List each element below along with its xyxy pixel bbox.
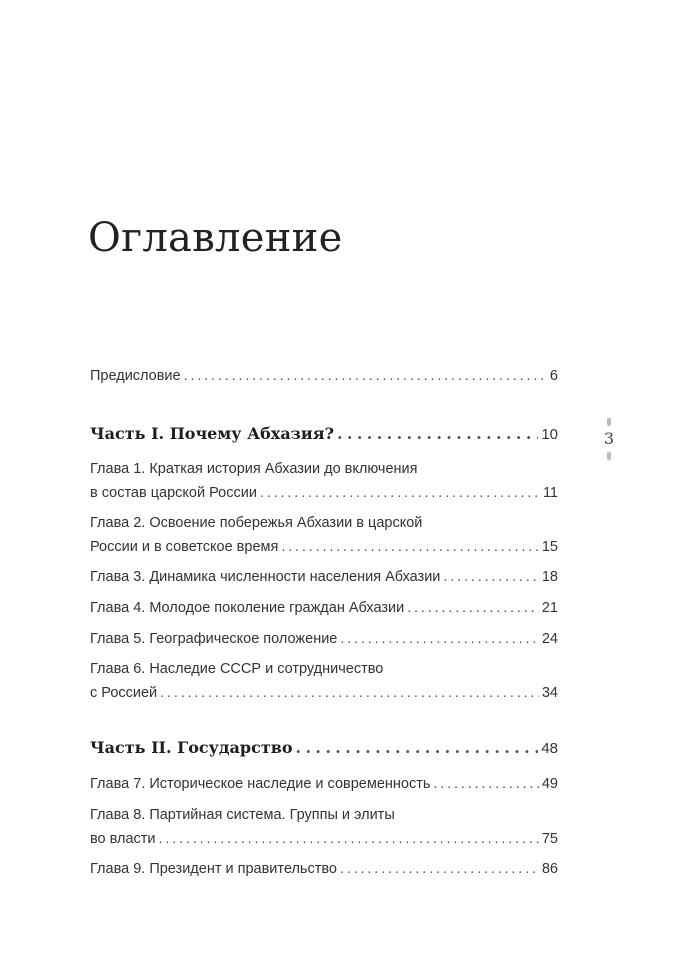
toc-entry-title: Глава 3. Динамика численности населения Абхазии	[90, 569, 441, 585]
dot-leader	[340, 857, 539, 881]
toc-part-title: Часть I. Почему Абхазия?	[90, 424, 334, 443]
toc-entry-chapter-9[interactable]	[90, 857, 558, 881]
toc-page-number: 86	[541, 861, 558, 877]
toc-entry-title: Предисловие	[90, 368, 181, 384]
toc-entry-chapter-8[interactable]	[90, 803, 558, 851]
toc-entry-title-line1: Глава 2. Освоение побережья Абхазии в царской	[90, 515, 423, 531]
toc-entry-title-line1: Глава 8. Партийная система. Группы и элиты	[90, 807, 395, 823]
toc-entry-title-line2: России и в советское время	[90, 539, 279, 555]
drop-ornament-icon	[607, 418, 611, 426]
page-number: 3	[603, 429, 615, 448]
toc-entry-title-line2: во власти	[90, 831, 156, 847]
dot-leader	[407, 596, 539, 620]
toc-entry-chapter-4[interactable]	[90, 596, 558, 620]
page-title: Оглавление	[88, 214, 343, 261]
dot-leader	[340, 627, 538, 651]
toc-entry-title-line1: Глава 1. Краткая история Абхазии до включения	[90, 461, 418, 477]
dot-leader	[160, 681, 539, 705]
dot-leader	[296, 736, 539, 760]
toc-entry-chapter-3[interactable]	[90, 565, 558, 589]
toc-entry-title: Глава 9. Президент и правительство	[90, 861, 337, 877]
dot-leader	[433, 772, 538, 796]
toc-part-title: Часть II. Государство	[90, 738, 293, 757]
toc-entry-chapter-6[interactable]	[90, 657, 558, 705]
dot-leader	[281, 535, 539, 559]
toc-entry-title-line2: с Россией	[90, 685, 158, 701]
toc-page-number: 18	[541, 569, 558, 585]
toc-entry-title: Глава 7. Историческое наследие и современность	[90, 776, 431, 792]
toc-page-number: 24	[541, 631, 558, 647]
page-folio	[598, 418, 620, 460]
toc-entry-title: Глава 5. Географическое положение	[90, 631, 338, 647]
dot-leader	[184, 364, 547, 388]
toc-part-2[interactable]	[90, 736, 558, 761]
toc-page-number: 11	[542, 485, 558, 501]
toc-entry-preface[interactable]	[90, 364, 558, 388]
toc-page-number: 49	[541, 776, 558, 792]
toc-entry-chapter-5[interactable]	[90, 627, 558, 651]
toc-entry-title: Глава 4. Молодое поколение граждан Абхазии	[90, 600, 405, 616]
toc-page-number: 75	[541, 831, 558, 847]
toc-entry-chapter-7[interactable]	[90, 772, 558, 796]
toc-page-number: 15	[541, 539, 558, 555]
toc-page-number: 6	[549, 368, 558, 384]
toc-part-1[interactable]	[90, 422, 558, 447]
toc-page-number: 48	[541, 740, 558, 757]
toc-entry-title-line1: Глава 6. Наследие СССР и сотрудничество	[90, 661, 384, 677]
drop-ornament-icon	[607, 452, 611, 460]
dot-leader	[260, 481, 540, 505]
toc-page-number: 10	[541, 426, 558, 443]
dot-leader	[159, 827, 539, 851]
toc-page-number: 34	[541, 685, 558, 701]
toc-entry-chapter-2[interactable]	[90, 511, 558, 559]
dot-leader	[443, 565, 538, 589]
dot-leader	[337, 422, 538, 446]
toc-entry-title-line2: в состав царской России	[90, 485, 257, 501]
toc-entry-chapter-1[interactable]	[90, 457, 558, 505]
toc-page-number: 21	[541, 600, 558, 616]
